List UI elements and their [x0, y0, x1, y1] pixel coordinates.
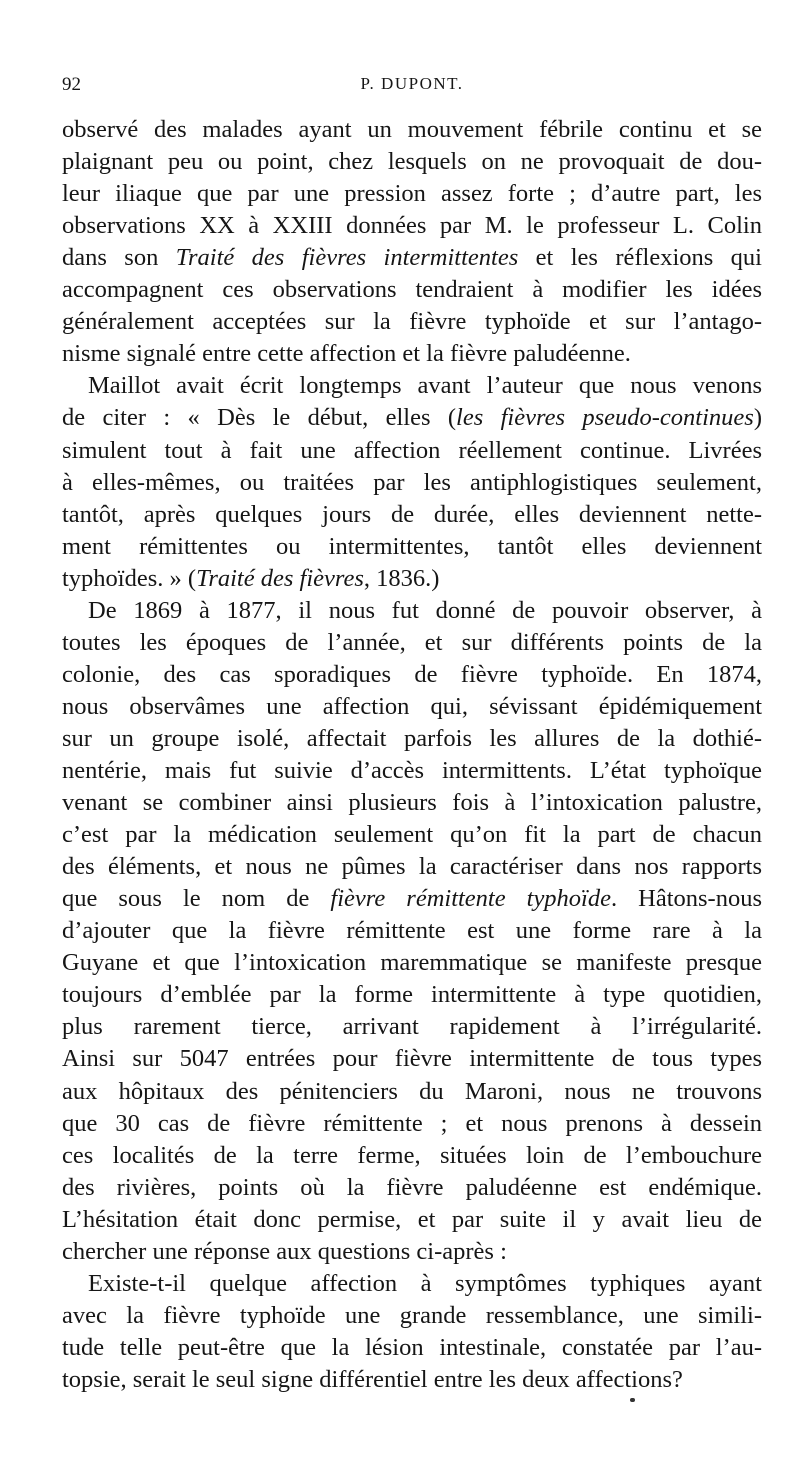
text-run: accompagnent ces observations tendraient à modifier les idées — [62, 276, 762, 304]
text-run: d’ajouter que la fièvre rémittente est une forme rare à la — [62, 917, 762, 945]
text-line — [62, 467, 762, 499]
text-line — [62, 1172, 762, 1204]
text-line — [62, 883, 762, 915]
text-run: Maillot avait écrit longtemps avant l’auteur que nous venons — [88, 372, 762, 400]
text-run: c’est par la médication seulement qu’on fit la part de chacun — [62, 821, 762, 849]
text-line — [62, 787, 762, 819]
text-line — [88, 370, 762, 402]
text-line — [62, 1011, 762, 1043]
text-run: des éléments, et nous ne pûmes la caractériser dans nos rapports — [62, 853, 762, 881]
text-line — [62, 1364, 762, 1396]
text-run: sur un groupe isolé, affectait parfois les allures de la dothié- — [62, 724, 762, 752]
text-run: ) — [753, 404, 762, 432]
text-line — [62, 146, 762, 178]
text-line — [62, 659, 762, 691]
text-line — [62, 819, 762, 851]
text-run: tantôt, après quelques jours de durée, elles deviennent nette- — [62, 500, 762, 528]
text-line — [62, 210, 762, 242]
text-line — [62, 1332, 762, 1364]
page-number: 92 — [62, 74, 81, 95]
text-line — [62, 402, 762, 434]
text-run: que sous le nom de — [62, 885, 331, 913]
text-line — [62, 723, 762, 755]
text-run: des rivières, points où la fièvre paludéenne est endémique. — [62, 1173, 762, 1201]
text-run: De 1869 à 1877, il nous fut donné de pouvoir observer, à — [88, 596, 762, 624]
text-run: Ainsi sur 5047 entrées pour fièvre intermittente de tous types — [62, 1045, 762, 1073]
text-line — [62, 1076, 762, 1108]
text-line — [62, 1140, 762, 1172]
text-run: aux hôpitaux des pénitenciers du Maroni, nous ne trouvons — [62, 1077, 762, 1105]
text-line — [62, 915, 762, 947]
text-run: nisme signalé entre cette affection et la fièvre paludéenne. — [62, 340, 631, 368]
text-line — [62, 531, 762, 563]
italic-title: fièvre rémittente typhoïde — [330, 885, 611, 913]
text-run: L’hésitation était donc permise, et par suite il y avait lieu de — [62, 1205, 762, 1233]
text-run: typhoïdes. » ( — [62, 564, 197, 592]
text-run: toutes les époques de l’année, et sur différents points de la — [62, 628, 762, 656]
text-run: plus rarement tierce, arrivant rapidement à l’irrégularité. — [62, 1013, 762, 1041]
text-run: observé des malades ayant un mouvement fébrile continu et se — [62, 116, 762, 143]
text-line — [62, 691, 762, 723]
italic-title: Traité des fièvres intermittentes — [175, 244, 519, 272]
text-line — [62, 979, 762, 1011]
text-line — [62, 851, 762, 883]
text-line — [62, 178, 762, 210]
text-line — [62, 1043, 762, 1075]
text-run: topsie, serait le seul signe différentiel entre les deux affections? — [62, 1365, 683, 1393]
text-line — [62, 499, 762, 531]
text-run: que 30 cas de fièvre rémittente ; et nous prenons à dessein — [62, 1109, 762, 1137]
text-line — [62, 563, 762, 595]
text-run: nentérie, mais fut suivie d’accès intermittents. L’état typhoïque — [62, 757, 762, 784]
text-run: généralement acceptées sur la fièvre typhoïde et sur l’antago- — [62, 308, 762, 336]
text-run: simulent tout à fait une affection réellement continue. Livrées — [62, 436, 762, 464]
running-title: P. DUPONT. — [360, 74, 464, 93]
text-line — [62, 242, 762, 274]
text-line — [62, 1204, 762, 1236]
text-run: colonie, des cas sporadiques de fièvre typhoïde. En 1874, — [62, 660, 762, 688]
text-run: toujours d’emblée par la forme intermittente à type quotidien, — [62, 981, 762, 1009]
text-line — [62, 755, 762, 787]
text-run: nous observâmes une affection qui, sévissant épidémiquement — [62, 692, 762, 720]
text-run: , 1836.) — [363, 564, 440, 592]
text-run: observations XX à XXIII données par M. le professeur L. Colin — [62, 212, 762, 240]
text-line — [88, 1268, 762, 1300]
text-line — [62, 1300, 762, 1332]
text-line — [62, 338, 762, 370]
text-line — [62, 627, 762, 659]
text-run: tude telle peut-être que la lésion intestinale, constatée par l’au- — [62, 1333, 762, 1361]
italic-title: les fièvres pseudo-continues — [456, 404, 754, 432]
text-run: Existe-t-il quelque affection à symptômes typhiques ayant — [88, 1269, 762, 1297]
text-run: leur iliaque que par une pression assez forte ; d’autre part, les — [62, 180, 762, 208]
text-line — [62, 435, 762, 467]
text-run: . Hâtons-nous — [611, 885, 762, 913]
text-line — [62, 947, 762, 979]
text-line — [62, 306, 762, 338]
text-run: dans son — [62, 244, 176, 272]
text-line — [62, 274, 762, 306]
print-mark — [630, 1398, 635, 1402]
text-run: ces localités de la terre ferme, situées loin de l’embouchure — [62, 1141, 762, 1169]
page-header — [62, 74, 762, 100]
text-run: de citer : « Dès le début, elles ( — [62, 404, 457, 432]
text-line — [62, 1236, 762, 1268]
text-run: et les réflexions qui — [518, 244, 762, 272]
text-run: plaignant peu ou point, chez lesquels on ne provoquait de dou- — [62, 148, 762, 176]
text-run: ment rémittentes ou intermittentes, tantôt elles deviennent — [62, 532, 762, 560]
text-run: chercher une réponse aux questions ci-après : — [62, 1237, 507, 1265]
text-run: venant se combiner ainsi plusieurs fois à l’intoxication palustre, — [62, 789, 762, 817]
text-run: à elles-mêmes, ou traitées par les antiphlogistiques seulement, — [62, 468, 762, 496]
text-line — [88, 595, 762, 627]
text-run: avec la fièvre typhoïde une grande ressemblance, une simili- — [62, 1301, 762, 1329]
italic-title: Traité des fièvres — [196, 564, 364, 592]
text-line — [62, 114, 762, 146]
text-run: Guyane et que l’intoxication maremmatique se manifeste presque — [62, 949, 762, 977]
text-line — [62, 1108, 762, 1140]
